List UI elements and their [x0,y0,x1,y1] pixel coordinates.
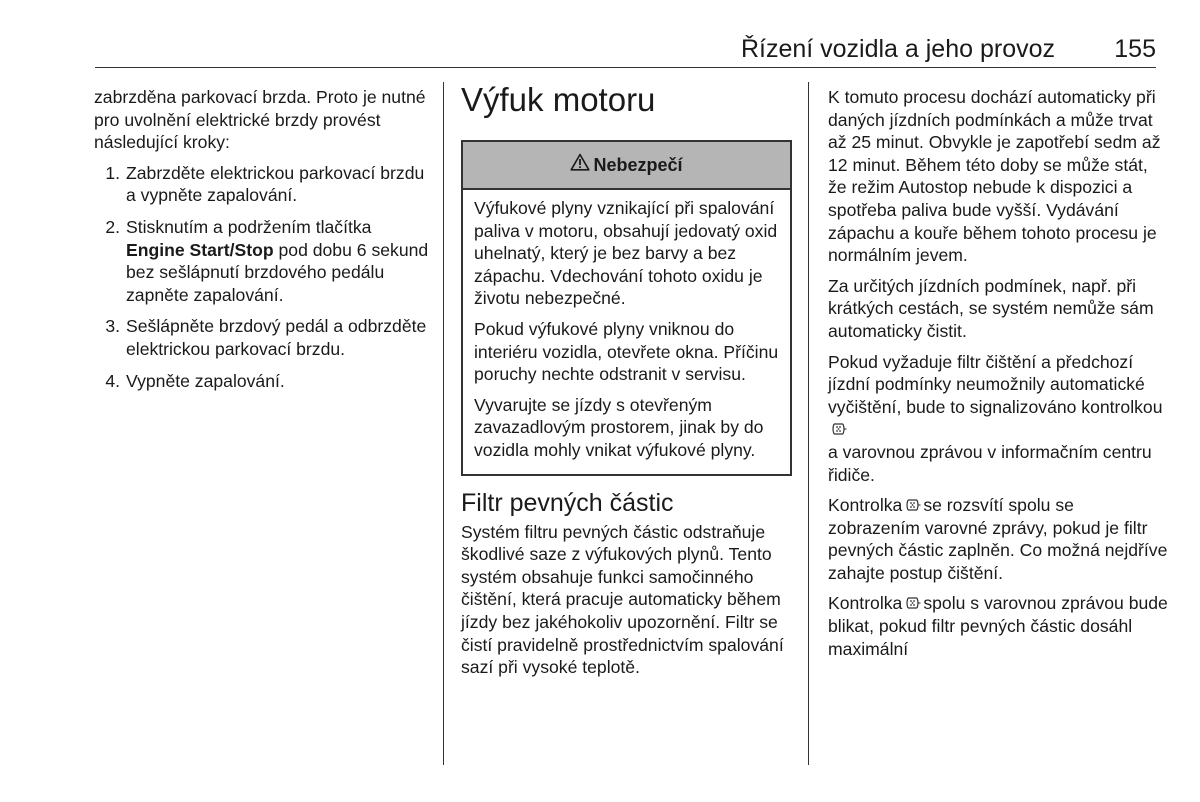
column-divider-right [808,82,809,765]
step-text: Zabrzděte elektrickou parkovací brzdu a vypněte zapalování. [126,162,425,206]
button-name-label: Engine Start/Stop [126,239,274,260]
body-paragraph: K tomuto procesu dochází automaticky při daných jízdních podmínkách a může trvat až 25 minut. Obvykle je zapotřebí sedm až 12 minut. Během této doby se může stát, že režim Autostop nebude k dispozici a spotřeba paliva bude vyšší. Vydávání zápachu a kouře během tohoto procesu je normálním jevem. [828,87,1161,266]
body-paragraph: Systém filtru pevných částic odstraňuje škodlivé saze z výfukových plynů. Tento systém obsahuje funkci samočinného čištění, která pracuje automaticky během jízdy bez jakéhokoliv upozornění. Filtr se čistí pravidelně prostřednictvím spalování sazí při vysoké teplotě. [461,521,784,678]
column-divider-left [443,82,444,765]
text-run: Kontrolka [828,593,903,614]
danger-paragraph: Vyvarujte se jízdy s otevřeným zavazadlovým prostorem, jinak by do vozidla mohly vnikat výfukové plyny. [474,394,764,460]
particulate-filter-icon [904,593,921,607]
step-number: 3. [105,316,120,337]
list-item [94,162,434,207]
body-paragraph [828,592,1168,660]
steps-list [94,162,434,392]
list-item [94,370,434,393]
step-number: 4. [105,370,120,391]
danger-body [463,190,790,474]
danger-paragraph: Výfukové plyny vznikající při spalování paliva v motoru, obsahují jedovatý oxid uhelnatý, který je bez barvy a bez zápachu. Vdechování tohoto oxidu je životu nebezpečné. [474,198,778,309]
body-paragraph: Za určitých jízdních podmínek, např. při krátkých cestách, se systém nemůže sám automaticky čistit. [828,275,1154,341]
text-run: Pokud vyžaduje filtr čištění a předchozí jízdní podmínky neumožnily automatické vyčištění, bude to signalizováno kontrolkou [828,351,1163,417]
column-right [828,86,1168,668]
body-paragraph [828,351,1168,487]
danger-label: Nebezpečí [593,154,683,175]
text-run: se rozsvítí spolu se zobrazením varovné zprávy, pokud je filtr pevných částic zaplněn. Co možná nejdříve zahajte postup čištění. [828,495,1168,583]
chapter-title: Řízení vozidla a jeho provoz [740,35,1055,63]
danger-header [463,142,790,190]
step-text-pre: Stisknutím a podržením tlačítka [126,216,372,237]
text-run: Kontrolka [828,495,903,516]
danger-box [461,140,792,476]
header-divider [95,67,1156,68]
subsection-heading: Filtr pevných částic [461,488,674,517]
warning-triangle-icon [570,153,590,177]
step-number: 2. [105,216,120,237]
particulate-filter-icon [904,495,921,509]
column-left [94,86,434,401]
step-text-post: pod dobu 6 sekund bez sešlápnutí brzdového pedálu zapněte zapalování. [126,239,429,305]
list-item [94,216,434,306]
step-text [126,216,434,306]
text-run: spolu s varovnou zprávou bude blikat, pokud filtr pevných částic dosáhl maximální [828,593,1168,659]
particulate-filter-icon [830,419,847,433]
text-run: a varovnou zprávou v informačním centru řidiče. [828,441,1152,485]
intro-paragraph: zabrzděna parkovací brzda. Proto je nutné pro uvolnění elektrické brzdy provést následující kroky: [94,87,426,153]
list-item [94,315,434,360]
column-middle [461,80,796,687]
step-text: Sešlápněte brzdový pedál a odbrzděte elektrickou parkovací brzdu. [126,316,427,359]
page-header [0,0,1200,70]
danger-paragraph: Pokud výfukové plyny vniknou do interiéru vozidla, otevřete okna. Příčinu poruchy nechte odstranit v servisu. [474,318,779,385]
step-number: 1. [105,162,120,183]
page-number: 155 [1114,35,1156,63]
step-text: Vypněte zapalování. [126,370,285,391]
section-heading: Výfuk motoru [461,81,656,118]
body-paragraph [828,494,1168,584]
